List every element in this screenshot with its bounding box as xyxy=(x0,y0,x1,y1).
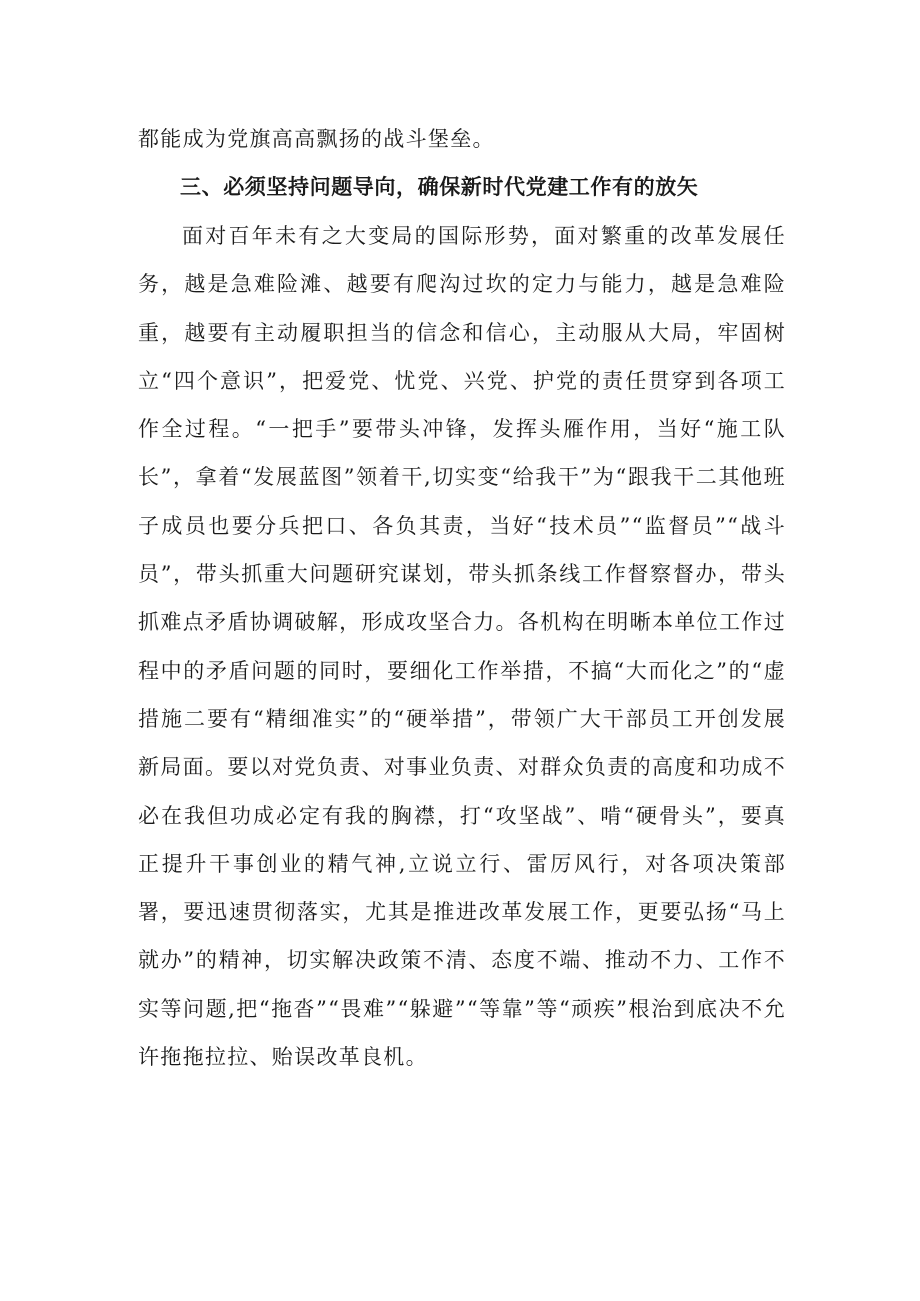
section-heading: 三、必须坚持问题导向，确保新时代党建工作有的放矢 xyxy=(180,175,699,199)
lead-line: 都能成为党旗高高飘扬的战斗堡垒。 xyxy=(138,127,495,151)
body-paragraph: 面对百年未有之大变局的国际形势，面对繁重的改革发展任务，越是急难险滩、越要有爬沟过坎的定力与能力，越是急难险重，越要有主动履职担当的信念和信心，主动服从大局，牢固树立“四个意识”，把爱党、忧党、兴党、护党的责任贯穿到各项工作全过程。“一把手”要带头冲锋，发挥头雁作用，当好“施工队长”，拿着“发展蓝图”领着干,切实变“给我干”为“跟我干二其他班子成员也要分兵把口、各负其责，当好“技术员”“监督员”“战斗员”，带头抓重大问题研究谋划，带头抓条线工作督察督办，带头抓难点矛盾协调破解，形成攻坚合力。各机构在明晰本单位工作过程中的矛盾问题的同时，要细化工作举措，不搞“大而化之”的“虚措施二要有“精细准实”的“硬举措”，带领广大干部员工开创发展新局面。要以对党负责、对事业负责、对群众负责的高度和功成不必在我但功成必定有我的胸襟，打“攻坚战”、啃“硬骨头”，要真正提升干事创业的精气神,立说立行、雷厉风行，对各项决策部署，要迅速贯彻落实，尤其是推进改革发展工作，更要弘扬“马上就办”的精神，切实解决政策不清、态度不端、推动不力、工作不实等问题,把“拖沓”“畏难”“躲避”“等靠”等“顽疾”根治到底决不允许拖拖拉拉、贻误改革良机。 xyxy=(138,224,786,1070)
